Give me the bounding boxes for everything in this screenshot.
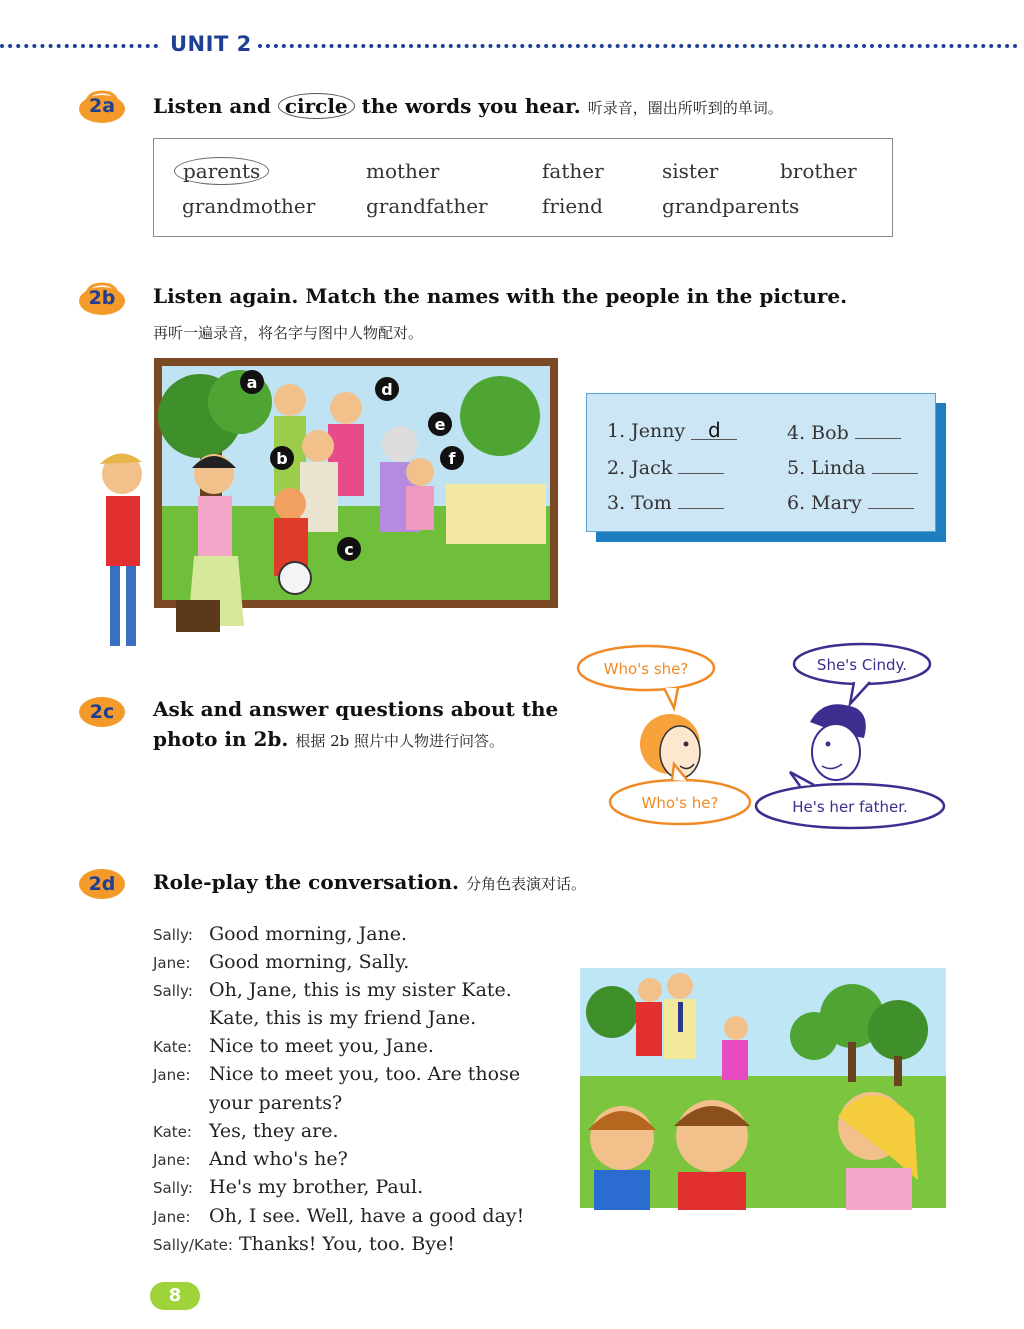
dialogue-text: Yes, they are. xyxy=(209,1120,339,1142)
dialogue-speaker: Sally: xyxy=(153,926,193,944)
dialogue-text: Thanks! You, too. Bye! xyxy=(239,1233,455,1255)
dialogue-speaker: Sally/Kate: xyxy=(153,1236,233,1254)
dialogue-text: Good morning, Sally. xyxy=(209,951,410,973)
dialogue-text: Nice to meet you, too. Are those xyxy=(209,1063,521,1085)
answer-name: 6. Mary xyxy=(787,492,862,514)
bubble-whos-she: Who's she? xyxy=(603,660,689,678)
header-dots-right xyxy=(258,44,1018,48)
instruction-2c-line1: Ask and answer questions about the xyxy=(153,697,559,721)
answer-blank[interactable] xyxy=(855,420,901,439)
answer-blank[interactable] xyxy=(872,455,918,474)
badge-label: 2d xyxy=(88,873,116,895)
picture-label-d: d xyxy=(381,380,393,399)
dialogue-line xyxy=(153,1063,520,1085)
answer-row-4 xyxy=(787,420,901,444)
instruction-2d-text: Role-play the conversation. xyxy=(153,870,460,894)
answer-row-2 xyxy=(607,455,724,479)
answer-row-1 xyxy=(607,420,737,442)
badge-2d xyxy=(78,866,126,902)
word-mother[interactable]: mother xyxy=(366,159,440,183)
instruction-2d xyxy=(153,870,586,894)
answer-row-3 xyxy=(607,490,724,514)
instruction-2b: Listen again. Match the names with the people in the picture. xyxy=(153,284,848,308)
dialogue-line xyxy=(153,1176,423,1198)
dialogue-text: Good morning, Jane. xyxy=(209,923,408,945)
word-grandfather[interactable]: grandfather xyxy=(366,194,488,218)
answer-blank[interactable]: d xyxy=(691,421,737,440)
badge-2c xyxy=(78,694,126,730)
instruction-2c-text: photo in 2b. xyxy=(153,727,289,751)
instruction-2a-text-end: the words you hear. xyxy=(361,94,581,118)
header-dots-left xyxy=(0,44,158,48)
answer-blank[interactable] xyxy=(678,455,724,474)
dialogue-speaker: Sally: xyxy=(153,982,193,1000)
dialogue-continuation: Kate, this is my friend Jane. xyxy=(209,1007,477,1029)
circled-word: circle xyxy=(278,93,355,119)
dialogue-continuation: your parents? xyxy=(209,1092,343,1114)
instruction-2a xyxy=(153,93,783,119)
answer-blank[interactable] xyxy=(678,490,724,509)
instruction-2a-text: Listen and xyxy=(153,94,271,118)
dialogue-line xyxy=(153,923,407,945)
page-number: 8 xyxy=(150,1282,200,1310)
dialogue-line xyxy=(153,1205,524,1227)
picture-label-b: b xyxy=(276,449,288,468)
word-brother[interactable]: brother xyxy=(780,159,857,183)
dialogue-text: He's my brother, Paul. xyxy=(209,1176,424,1198)
answer-box xyxy=(586,393,936,532)
dialogue-line xyxy=(153,979,512,1001)
dialogue-line xyxy=(153,951,409,973)
answer-name: 4. Bob xyxy=(787,422,849,444)
park-illustration xyxy=(552,966,948,1210)
dialogue-speaker: Jane: xyxy=(153,1208,191,1226)
instruction-2c-line2 xyxy=(153,727,504,751)
bubble-whos-he: Who's he? xyxy=(641,794,719,812)
word-grandparents[interactable]: grandparents xyxy=(662,194,800,218)
instruction-2b-cn: 再听一遍录音，将名字与图中人物配对。 xyxy=(153,324,424,342)
answer-name: 2. Jack xyxy=(607,457,673,479)
answer-row-6 xyxy=(787,490,914,514)
dialogue-speaker: Kate: xyxy=(153,1123,192,1141)
answer-name: 3. Tom xyxy=(607,492,672,514)
picture-label-e: e xyxy=(434,415,446,434)
badge-2a xyxy=(78,88,126,124)
dialogue-speaker: Sally: xyxy=(153,1179,193,1197)
word-friend[interactable]: friend xyxy=(542,194,603,218)
picture-label-c: c xyxy=(344,540,354,559)
dialogue-speaker: Jane: xyxy=(153,1066,191,1084)
word-grandmother[interactable]: grandmother xyxy=(182,194,316,218)
instruction-2d-cn: 分角色表演对话。 xyxy=(465,875,586,893)
badge-2b xyxy=(78,280,126,316)
word-parents[interactable]: parents xyxy=(174,157,269,185)
bubble-hes-her-father: He's her father. xyxy=(792,798,908,816)
unit-title: UNIT 2 xyxy=(170,32,252,56)
answer-name: 1. Jenny xyxy=(607,420,686,442)
dialogue-line xyxy=(153,1148,348,1170)
answer-name: 5. Linda xyxy=(787,457,866,479)
instruction-2a-cn: 听录音，圈出所听到的单词。 xyxy=(587,99,783,117)
picture-label-a: a xyxy=(246,373,258,392)
conversation-bubbles xyxy=(574,642,954,834)
dialogue-speaker: Kate: xyxy=(153,1038,192,1056)
picture-label-f: f xyxy=(448,449,456,468)
badge-label: 2a xyxy=(88,95,116,117)
badge-label: 2c xyxy=(89,701,115,723)
dialogue-line xyxy=(153,1035,434,1057)
dialogue-text: Oh, Jane, this is my sister Kate. xyxy=(209,979,512,1001)
answer-blank[interactable] xyxy=(868,490,914,509)
dialogue-speaker: Jane: xyxy=(153,954,191,972)
word-sister[interactable]: sister xyxy=(662,159,719,183)
dialogue-line xyxy=(153,1233,455,1255)
dialogue-speaker: Jane: xyxy=(153,1151,191,1169)
badge-label: 2b xyxy=(88,287,116,309)
dialogue-text: Nice to meet you, Jane. xyxy=(209,1035,434,1057)
dialogue-line xyxy=(153,1120,339,1142)
family-photo-illustration xyxy=(90,356,560,652)
word-father[interactable]: father xyxy=(542,159,604,183)
word-box xyxy=(153,138,893,237)
bubble-shes-cindy: She's Cindy. xyxy=(816,656,908,674)
dialogue-text: And who's he? xyxy=(209,1148,348,1170)
instruction-2c-cn: 根据 2b 照片中人物进行问答。 xyxy=(295,732,505,750)
answer-row-5 xyxy=(787,455,918,479)
dialogue-text: Oh, I see. Well, have a good day! xyxy=(209,1205,525,1227)
